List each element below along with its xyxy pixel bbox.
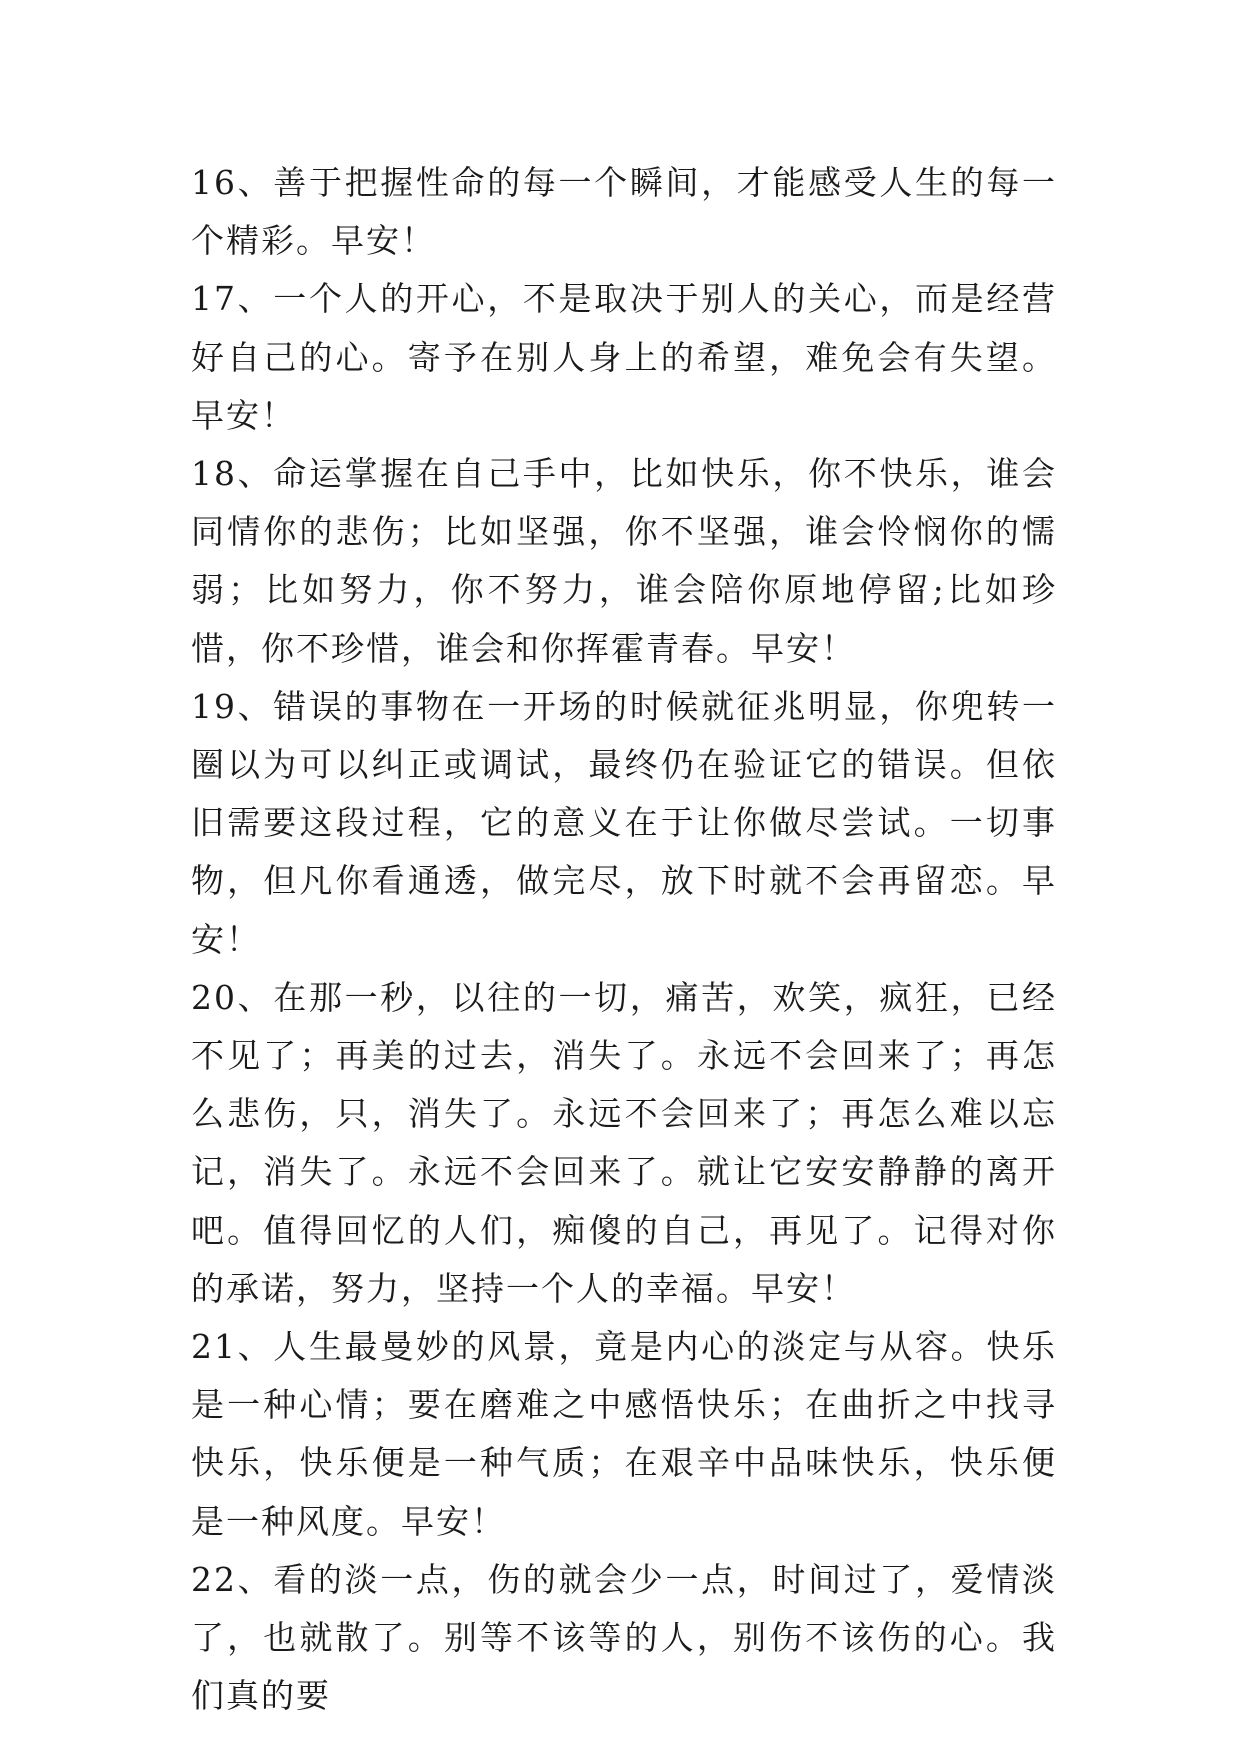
- entry-20: 20、在那一秒，以往的一切，痛苦，欢笑，疯狂，已经不见了；再美的过去，消失了。永远不会回来了；再怎么悲伤，只，消失了。永远不会回来了；再怎么难以忘记，消失了。永远不会回来了。就让它安安静静的离开吧。值得回忆的人们，痴傻的自己，再见了。记得对你的承诺，努力，坚持一个人的幸福。早安！: [191, 977, 1057, 1308]
- entry-16: 16、善于把握性命的每一个瞬间，才能感受人生的每一个精彩。早安！: [191, 163, 1057, 261]
- document-body: [191, 154, 1057, 1725]
- entry-19: 19、错误的事物在一开场的时候就征兆明显，你兜转一圈以为可以纠正或调试，最终仍在验证它的错误。但依旧需要这段过程，它的意义在于让你做尽尝试。一切事物，但凡你看通透，做完尽，放下时就不会再留恋。早安！: [191, 686, 1057, 959]
- entry-22: 22、看的淡一点，伤的就会少一点，时间过了，爱情淡了，也就散了。别等不该等的人，别伤不该伤的心。我们真的要: [191, 1559, 1057, 1716]
- entry-21: 21、人生最曼妙的风景，竟是内心的淡定与从容。快乐是一种心情；要在磨难之中感悟快乐；在曲折之中找寻快乐，快乐便是一种气质；在艰辛中品味快乐，快乐便是一种风度。早安！: [191, 1327, 1057, 1541]
- entry-17: 17、一个人的开心，不是取决于别人的关心，而是经营好自己的心。寄予在别人身上的希望，难免会有失望。早安！: [191, 279, 1057, 435]
- entry-18: 18、命运掌握在自己手中，比如快乐，你不快乐，谁会同情你的悲伤；比如坚强，你不坚强，谁会怜悯你的懦弱；比如努力，你不努力，谁会陪你原地停留;比如珍惜，你不珍惜，谁会和你挥霍青春。早安！: [191, 454, 1057, 668]
